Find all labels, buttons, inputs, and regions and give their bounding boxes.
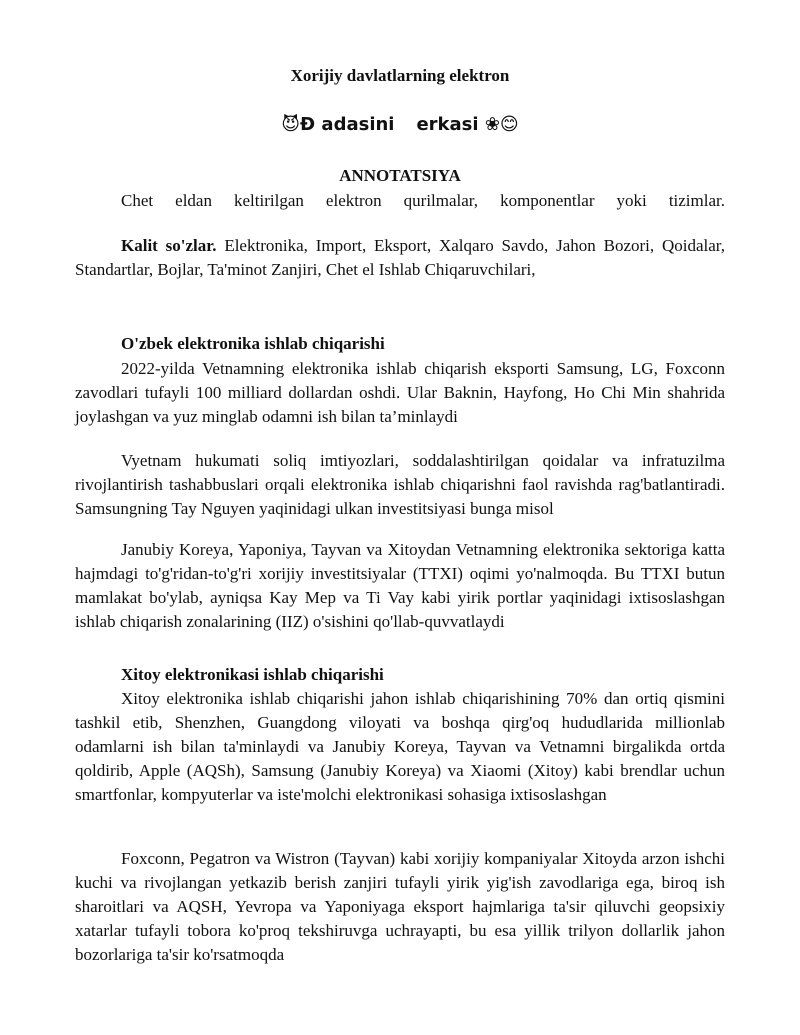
keywords-text: Elektronika, Import, Eksport, Xalqaro Savdo, Jahon Bozori, Qoidalar, Standartlar, Bojlar, Ta'minot Zanjiri, Chet el Ishlab Chiqaruvchilari, (75, 236, 725, 279)
section1-heading: O'zbek elektronika ishlab chiqarishi (121, 334, 385, 353)
section1-paragraph-1 (75, 357, 725, 429)
annotation-paragraph (75, 189, 725, 213)
annotation-text: Chet eldan keltirilgan elektron qurilmalar, komponentlar yoki tizimlar. (121, 191, 725, 210)
keywords-paragraph (75, 234, 725, 282)
section2-heading: Xitoy elektronikasi ishlab chiqarishi (121, 665, 384, 684)
title-word-1: adasini (321, 114, 395, 135)
section1-p1-text: 2022-yilda Vetnamning elektronika ishlab chiqarish eksporti Samsung, LG, Foxconn zavodlari tufayli 100 milliard dollardan oshdi. Ular Baknin, Hayfong, Ho Chi Min shahrida joylashgan va yuz minglab odamni ish bilan ta’minlaydi (75, 359, 725, 426)
section2-paragraph-2 (75, 847, 725, 967)
title-glyph: Ɖ (300, 114, 316, 135)
title-word-2: erkasi (416, 114, 479, 135)
section2-p1-text: Xitoy elektronika ishlab chiqarishi jahon ishlab chiqarishining 70% dan ortiq qismini tashkil etib, Shenzhen, Guangdong viloyati va boshqa qirg'oq hududlarida millionlab odamlarni ish bilan ta'minlaydi va Janubiy Koreya, Tayvan va Vetnamni birgalikda ortda qoldirib, Apple (AQSh), Samsung (Janubiy Koreya) va Xiaomi (Xitoy) kabi brendlar uchun smartfonlar, kompyuterlar va iste'molchi elektronikasi sohasiga ixtisoslashgan (75, 689, 725, 804)
section1-p3-text: Janubiy Koreya, Yaponiya, Tayvan va Xitoydan Vetnamning elektronika sektoriga katta hajmdagi to'g'ridan-to'g'ri xorijiy investitsiyalar (TTXI) oqimi yo'nalmoqda. Bu TTXI butun mamlakat bo'ylab, ayniqsa Kay Mep va Ti Vay kabi yirik portlar yaqinidagi ixtisoslashgan ishlab chiqarish zonalarining (IIZ) o'sishini qo'llab-quvvatlaydi (75, 540, 725, 631)
section1-paragraph-2 (75, 449, 725, 521)
document-title-line2 (0, 114, 800, 135)
section2-p2-text: Foxconn, Pegatron va Wistron (Tayvan) kabi xorijiy kompaniyalar Xitoyda arzon ishchi kuchi va rivojlangan yetkazib berish zanjiri tufayli yirik yig'ish zavodlariga ega, biroq ish sharoitlari va AQSH, Yevropa va Yaponiyaga eksport hajmlariga ta'sir qiluvchi geopsixiy xatarlar tufayli tobora ko'proq tekshiruvga uchrayapti, bu esa yillik trilyon dollarlik jahon bozorlariga ta'sir ko'rsatmoqda (75, 849, 725, 964)
flower-smile-emoji-icon: ❀😊 (484, 114, 519, 135)
section2-paragraph-1 (75, 687, 725, 807)
keywords-label: Kalit so'zlar. (121, 236, 217, 255)
annotation-heading: ANNOTATSIYA (339, 166, 461, 185)
devil-emoji-icon: 😈 (281, 114, 301, 135)
section1-paragraph-3 (75, 538, 725, 634)
document-title-line1: Xorijiy davlatlarning elektron (290, 66, 510, 85)
section1-p2-text: Vyetnam hukumati soliq imtiyozlari, soddalashtirilgan qoidalar va infratuzilma rivojlantirish tashabbuslari orqali elektronika ishlab chiqarishni faol ravishda rag'batlantiradi. Samsungning Tay Nguyen yaqinidagi ulkan investitsiyasi bunga misol (75, 451, 725, 518)
